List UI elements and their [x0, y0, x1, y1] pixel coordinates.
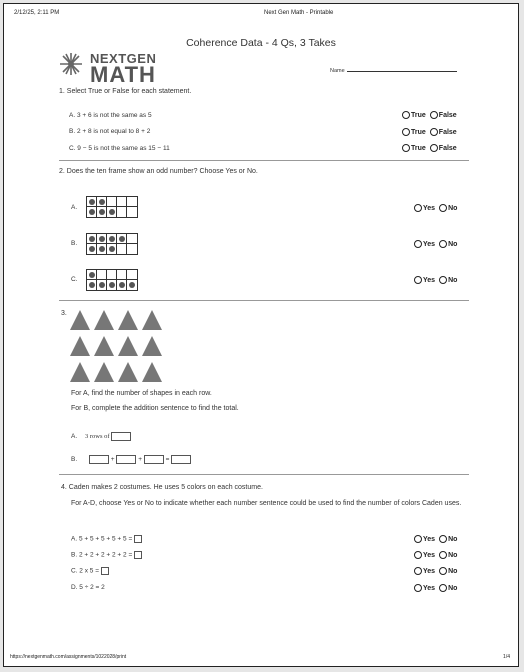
counter-dot [89, 209, 95, 215]
ten-frame-cell [97, 270, 107, 280]
counter-dot [99, 209, 105, 215]
q3-line-a: For A, find the number of shapes in each row. [71, 390, 212, 397]
q2-c-yes-radio[interactable] [414, 276, 422, 284]
ten-frame-cell [97, 234, 107, 244]
counter-dot [89, 282, 95, 288]
counter-dot [119, 236, 125, 242]
q3-part-a: A. 3 rows of [71, 432, 131, 441]
ten-frame-cell [97, 207, 107, 217]
ten-frame-cell [127, 280, 137, 290]
q3-b-box-2[interactable] [116, 455, 136, 464]
q4-b-box[interactable] [134, 551, 142, 559]
q2-item-a-letter: A. [71, 204, 78, 211]
q2-c-options: Yes No [414, 276, 457, 284]
q1-c-true-radio[interactable] [402, 144, 410, 152]
counter-dot [89, 236, 95, 242]
print-site-title: Next Gen Math - Printable [264, 10, 334, 16]
counter-dot [89, 199, 95, 205]
q3-b-box-1[interactable] [89, 455, 109, 464]
ten-frame-cell [117, 270, 127, 280]
counter-dot [89, 246, 95, 252]
name-field[interactable] [330, 68, 457, 74]
ten-frame-cell [107, 207, 117, 217]
q3-a-answer-box[interactable] [111, 432, 131, 441]
counter-dot [119, 282, 125, 288]
ten-frame-a [86, 196, 138, 218]
q3-line-b: For B, complete the addition sentence to find the total. [71, 405, 239, 412]
q3-b-total-box[interactable] [171, 455, 191, 464]
q3-b-box-3[interactable] [144, 455, 164, 464]
counter-dot [99, 246, 105, 252]
print-date: 2/12/25, 2:11 PM [14, 10, 60, 16]
printable-page [3, 3, 519, 667]
ten-frame-cell [117, 234, 127, 244]
q1-c-false-radio[interactable] [430, 144, 438, 152]
ten-frame-cell [127, 207, 137, 217]
q4-a-box[interactable] [134, 535, 142, 543]
q2-c-no-radio[interactable] [439, 276, 447, 284]
ten-frame-cell [107, 234, 117, 244]
q1-item-a: A. 3 + 6 is not the same as 5 [69, 112, 152, 119]
ten-frame-cell [127, 244, 137, 254]
q3-number: 3. [61, 310, 67, 317]
q2-b-yes-radio[interactable] [414, 240, 422, 248]
q1-item-b: B. 2 + 8 is not equal to 8 + 2 [69, 128, 151, 135]
q2-item-c-letter: C. [71, 276, 78, 283]
starburst-icon [56, 51, 86, 77]
q1-a-options: True False [402, 111, 457, 119]
counter-dot [129, 282, 135, 288]
q4-c-yes-radio[interactable] [414, 567, 422, 575]
q1-b-false-radio[interactable] [430, 128, 438, 136]
ten-frame-b [86, 233, 138, 255]
logo-line-1: NEXTGEN [90, 51, 157, 66]
ten-frame-cell [107, 270, 117, 280]
ten-frame-cell [107, 244, 117, 254]
name-label: Name [330, 68, 345, 74]
ten-frame-c [86, 269, 138, 291]
counter-dot [109, 236, 115, 242]
q2-b-no-radio[interactable] [439, 240, 447, 248]
q4-d-no-radio[interactable] [439, 584, 447, 592]
ten-frame-cell [127, 234, 137, 244]
ten-frame-cell [107, 197, 117, 207]
nextgen-math-logo [56, 51, 157, 87]
counter-dot [99, 282, 105, 288]
ten-frame-cell [117, 197, 127, 207]
ten-frame-cell [117, 207, 127, 217]
ten-frame-cell [87, 207, 97, 217]
q2-a-yes-radio[interactable] [414, 204, 422, 212]
triangle-array [68, 308, 168, 384]
page-number: 1/4 [503, 654, 510, 660]
q4-c-box[interactable] [101, 567, 109, 575]
counter-dot [89, 272, 95, 278]
ten-frame-cell [97, 244, 107, 254]
ten-frame-cell [107, 280, 117, 290]
q1-b-true-radio[interactable] [402, 128, 410, 136]
divider [59, 300, 469, 301]
q4-b-yes-radio[interactable] [414, 551, 422, 559]
q1-b-options: True False [402, 128, 457, 136]
counter-dot [109, 282, 115, 288]
q1-prompt: 1. Select True or False for each statement. [59, 88, 192, 95]
q4-c-options: Yes No [414, 567, 457, 575]
divider [59, 474, 469, 475]
q2-b-options: Yes No [414, 240, 457, 248]
name-line[interactable] [347, 71, 457, 72]
ten-frame-cell [117, 244, 127, 254]
q4-instruction: For A-D, choose Yes or No to indicate whether each number sentence could be used to find the number of colors Caden uses. [71, 500, 462, 507]
q4-item-c: C. 2 x 5 = [71, 567, 109, 575]
counter-dot [109, 209, 115, 215]
logo-line-2: MATH [90, 62, 156, 87]
counter-dot [99, 199, 105, 205]
q4-item-b: B. 2 + 2 + 2 + 2 + 2 = [71, 551, 142, 559]
q1-a-false-radio[interactable] [430, 111, 438, 119]
q1-item-c: C. 9 − 5 is not the same as 15 − 11 [69, 145, 170, 152]
ten-frame-cell [87, 197, 97, 207]
ten-frame-cell [87, 270, 97, 280]
ten-frame-cell [87, 280, 97, 290]
q4-a-options: Yes No [414, 535, 457, 543]
q1-c-options: True False [402, 144, 457, 152]
q4-a-yes-radio[interactable] [414, 535, 422, 543]
q4-b-no-radio[interactable] [439, 551, 447, 559]
q4-c-no-radio[interactable] [439, 567, 447, 575]
q4-d-options: Yes No [414, 584, 457, 592]
ten-frame-cell [87, 234, 97, 244]
q4-item-d: D. 5 ÷ 2 = 2 [71, 584, 105, 591]
q4-d-yes-radio[interactable] [414, 584, 422, 592]
print-url: https://nextgenmath.com/assignments/1022028/print [10, 654, 127, 660]
page-title: Coherence Data - 4 Qs, 3 Takes [186, 37, 336, 49]
q4-a-no-radio[interactable] [439, 535, 447, 543]
counter-dot [109, 246, 115, 252]
q2-a-options: Yes No [414, 204, 457, 212]
q2-item-b-letter: B. [71, 240, 78, 247]
q4-item-a: A. 5 + 5 + 5 + 5 + 5 = [71, 535, 142, 543]
ten-frame-cell [127, 197, 137, 207]
q3-part-b: B. + + = [71, 455, 191, 464]
q4-b-options: Yes No [414, 551, 457, 559]
ten-frame-cell [127, 270, 137, 280]
counter-dot [99, 236, 105, 242]
ten-frame-cell [87, 244, 97, 254]
divider [59, 160, 469, 161]
ten-frame-cell [117, 280, 127, 290]
ten-frame-cell [97, 197, 107, 207]
ten-frame-cell [97, 280, 107, 290]
q4-prompt: 4. Caden makes 2 costumes. He uses 5 colors on each costume. [61, 484, 263, 491]
q2-a-no-radio[interactable] [439, 204, 447, 212]
q2-prompt: 2. Does the ten frame show an odd number? Choose Yes or No. [59, 168, 258, 175]
q1-a-true-radio[interactable] [402, 111, 410, 119]
